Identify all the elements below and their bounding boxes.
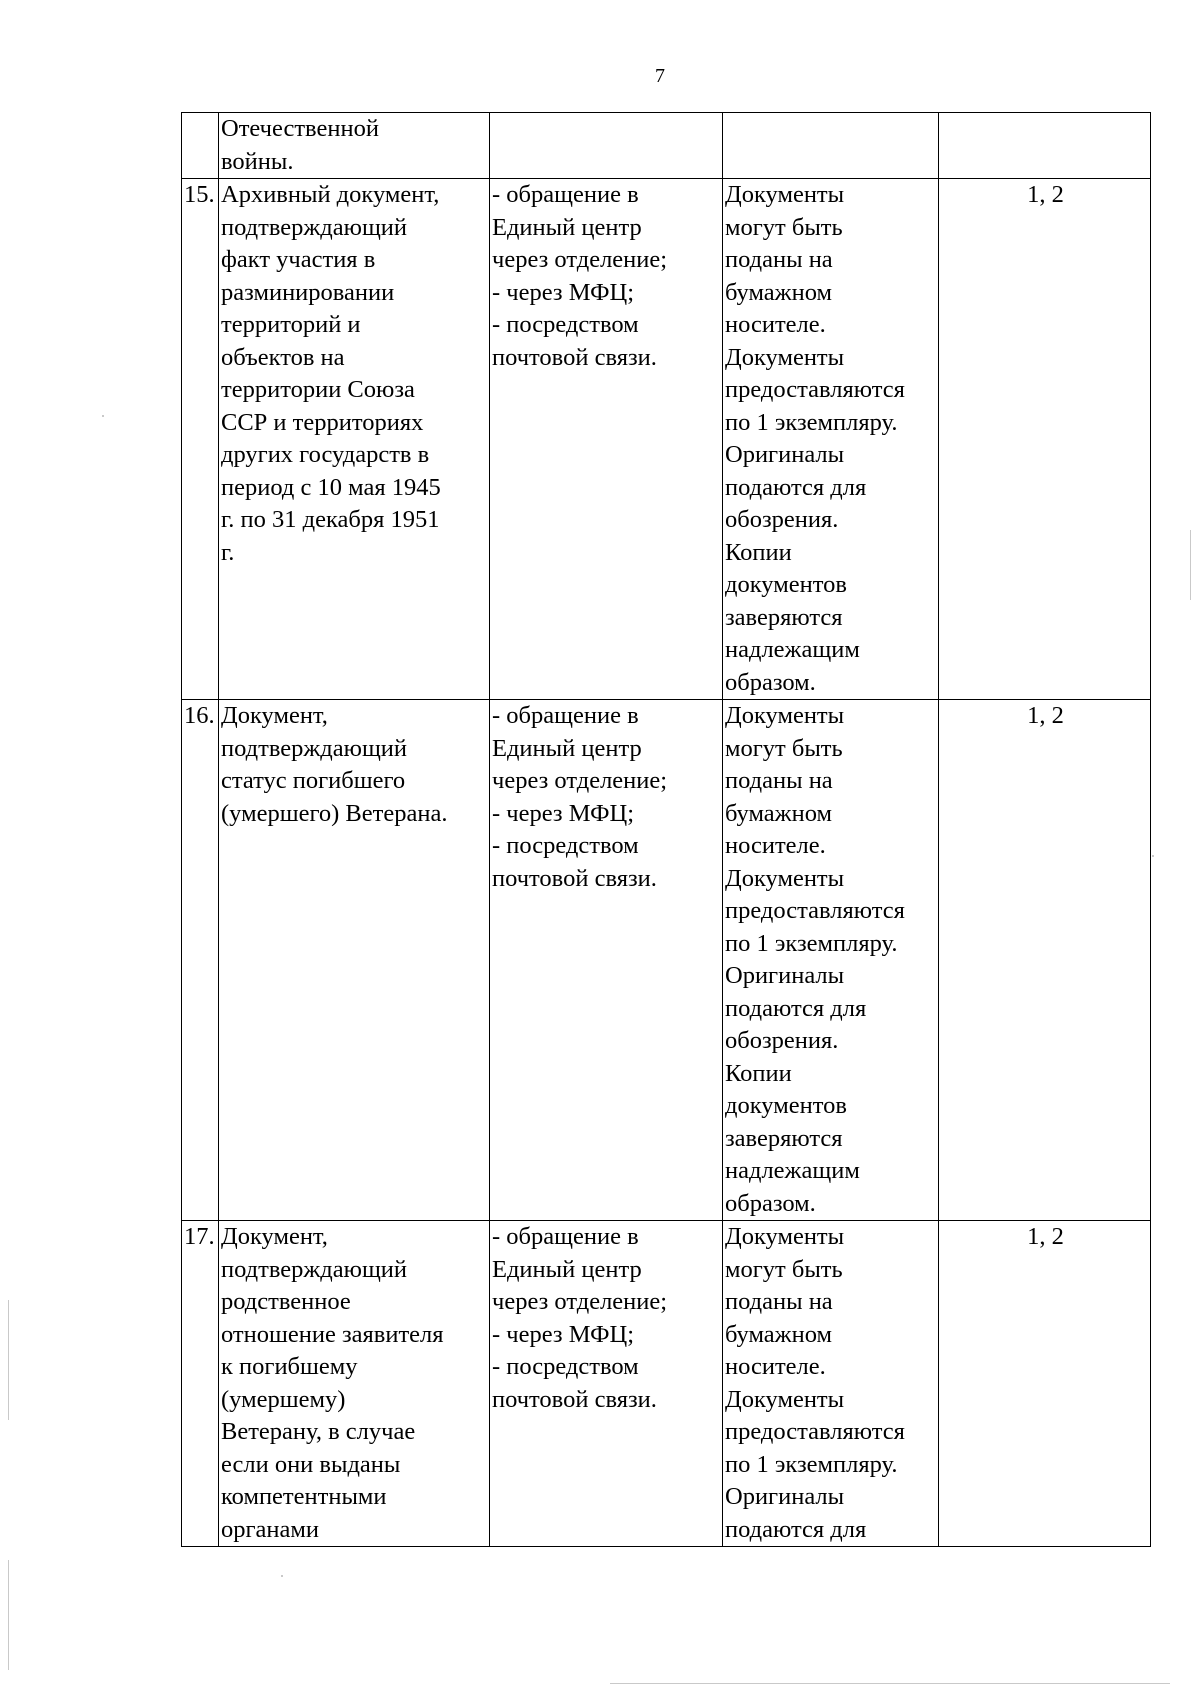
submission-method-cell: - обращение в Единый центр через отделение; - через МФЦ; - посредством почтовой связи. (490, 179, 723, 700)
table-row (182, 1221, 1151, 1547)
row-number: 16. (182, 700, 219, 1221)
reference-cell: 1, 2 (939, 179, 1151, 700)
document-name-cell: Документ, подтверждающий статус погибшего (умершего) Ветерана. (219, 700, 490, 1221)
scan-artifact-line (1190, 530, 1191, 600)
row-number: 17. (182, 1221, 219, 1547)
submission-method-cell: - обращение в Единый центр через отделение; - через МФЦ; - посредством почтовой связи. (490, 700, 723, 1221)
requirements-cell: Документы могут быть поданы на бумажном носителе. Документы предоставляются по 1 экземпляру. Оригиналы подаются для обозрения. Копии документов заверяются надлежащим образом. (723, 700, 939, 1221)
scan-artifact-dot (281, 1575, 283, 1577)
scan-artifact-line (8, 1300, 9, 1420)
scan-artifact-dot (1152, 855, 1154, 857)
reference-cell: 1, 2 (939, 700, 1151, 1221)
requirements-cell (723, 113, 939, 179)
reference-cell: 1, 2 (939, 1221, 1151, 1547)
reference-cell (939, 113, 1151, 179)
requirements-cell: Документы могут быть поданы на бумажном носителе. Документы предоставляются по 1 экземпляру. Оригиналы подаются для обозрения. Копии документов заверяются надлежащим образом. (723, 179, 939, 700)
document-name-cell: Архивный документ, подтверждающий факт участия в разминировании территорий и объектов на территории Союза ССР и территориях других государств в период с 10 мая 1945 г. по 31 декабря 1951 г. (219, 179, 490, 700)
scan-artifact-line (610, 1683, 1170, 1684)
scan-artifact-line (8, 1560, 9, 1670)
document-name-cell: Отечественной войны. (219, 113, 490, 179)
table-row (182, 113, 1151, 179)
requirements-cell: Документы могут быть поданы на бумажном носителе. Документы предоставляются по 1 экземпляру. Оригиналы подаются для (723, 1221, 939, 1547)
submission-method-cell (490, 113, 723, 179)
page-number: 7 (655, 65, 665, 87)
table-row (182, 179, 1151, 700)
document-name-cell: Документ, подтверждающий родственное отношение заявителя к погибшему (умершему) Ветерану, в случае если они выданы компетентными органами (219, 1221, 490, 1547)
scan-artifact-dot (102, 415, 104, 417)
documents-table (181, 112, 1151, 1547)
row-number: 15. (182, 179, 219, 700)
row-number (182, 113, 219, 179)
table-row (182, 700, 1151, 1221)
submission-method-cell: - обращение в Единый центр через отделение; - через МФЦ; - посредством почтовой связи. (490, 1221, 723, 1547)
